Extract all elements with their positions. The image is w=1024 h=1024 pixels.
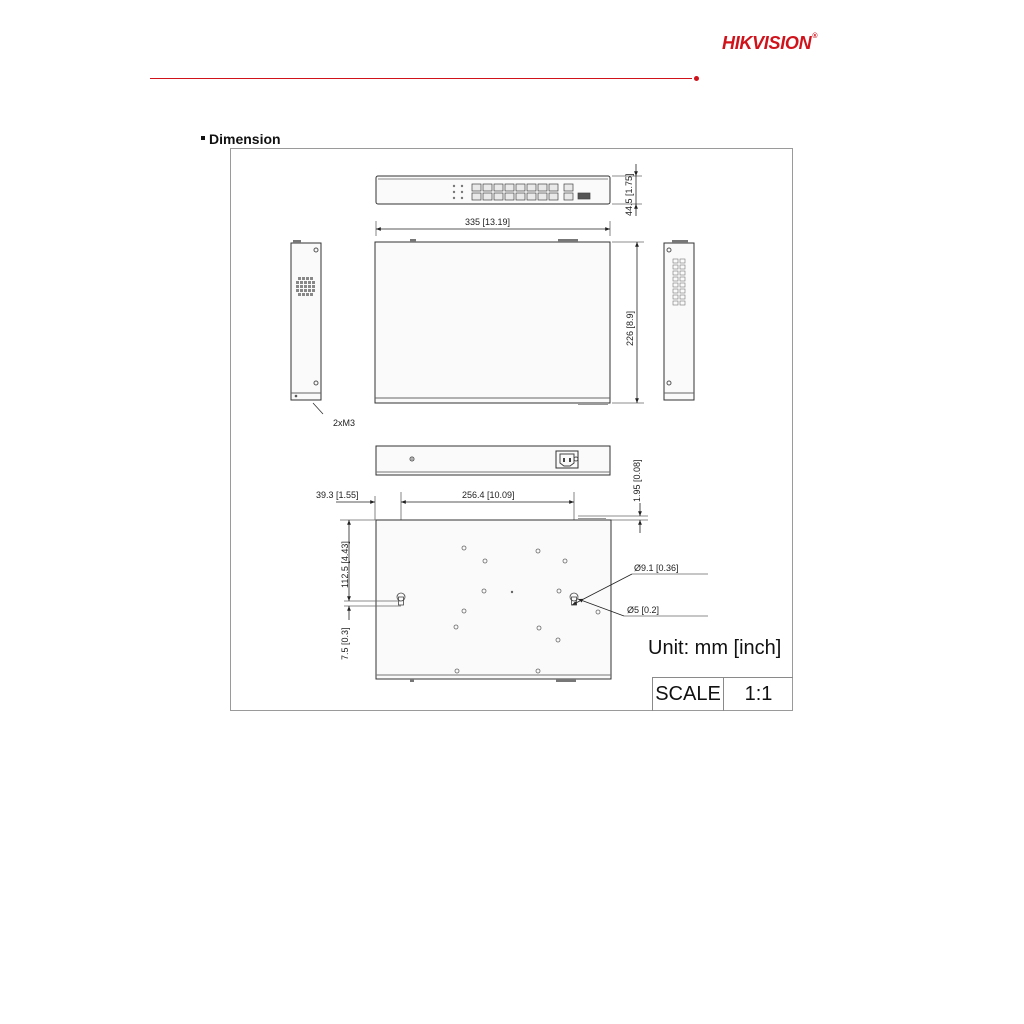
depth-label: 226 [8.9] bbox=[625, 310, 635, 346]
brand-name: HIKVISION bbox=[722, 33, 812, 53]
scale-value: 1:1 bbox=[744, 683, 773, 705]
hole-small-dia-label: Ø5 [0.2] bbox=[627, 605, 660, 615]
screw-label: 2xM3 bbox=[333, 418, 356, 428]
unit-label: Unit: mm [inch] bbox=[648, 637, 782, 659]
foot-label: 1.95 [0.08] bbox=[632, 459, 642, 502]
front-view bbox=[376, 176, 610, 204]
hole-offset-x-label: 39.3 [1.55] bbox=[316, 490, 359, 500]
left-side-view bbox=[291, 240, 323, 414]
registered-mark: ® bbox=[812, 33, 818, 40]
hole-spacing-label: 256.4 [10.09] bbox=[462, 490, 515, 500]
hole-large-dia-label: Ø9.1 [0.36] bbox=[634, 563, 679, 573]
bottom-view bbox=[376, 518, 611, 682]
section-title-text: Dimension bbox=[209, 131, 281, 147]
height-label: 44.5 [1.75] bbox=[624, 173, 634, 216]
rear-view bbox=[376, 446, 610, 475]
scale-label: SCALE bbox=[653, 678, 724, 711]
width-label: 335 [13.19] bbox=[465, 217, 511, 227]
hole-bottom-label: 7.5 [0.3] bbox=[340, 627, 350, 660]
hole-offset-y-label: 112.5 [4.43] bbox=[340, 541, 350, 588]
top-view bbox=[375, 239, 610, 405]
right-side-view bbox=[664, 240, 694, 400]
scale-box bbox=[652, 677, 793, 711]
